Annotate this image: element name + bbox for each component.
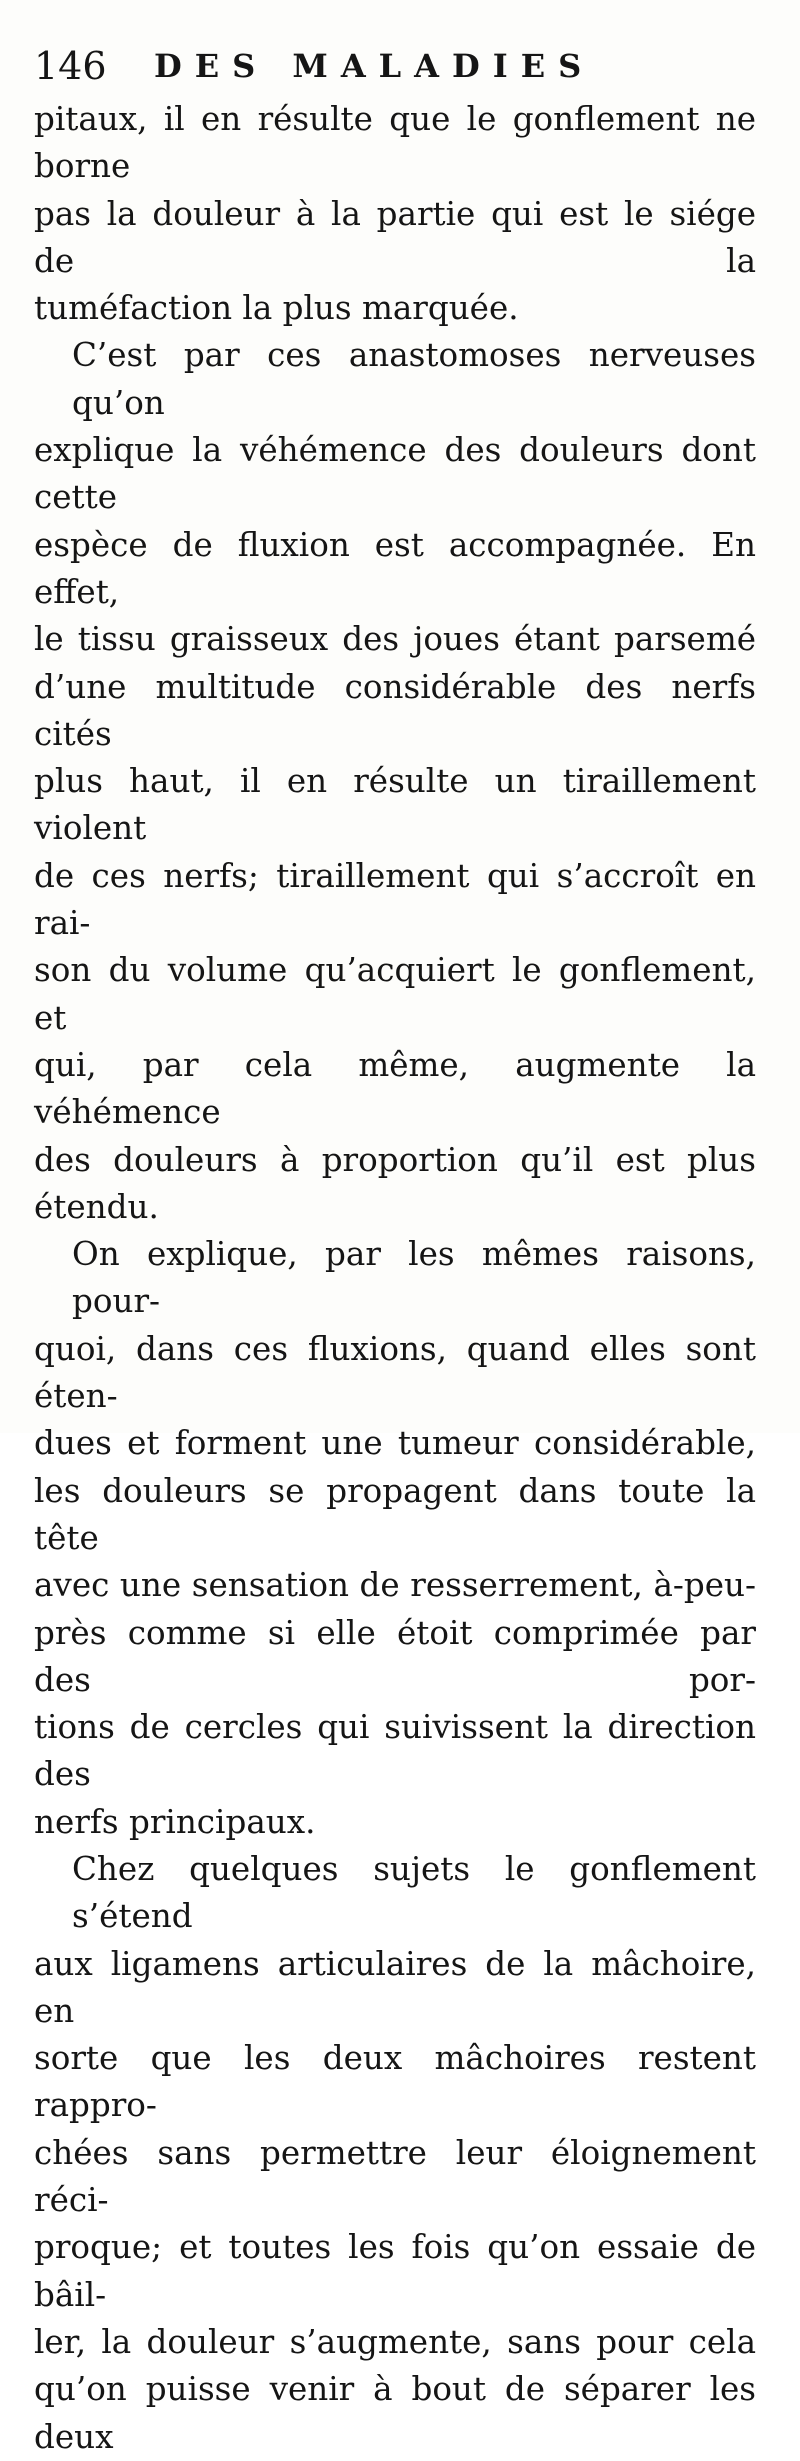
body-text — [34, 96, 756, 2461]
text-line: de ces nerfs; tiraillement qui s’accroît en rai- — [34, 856, 756, 943]
text-line: chées sans permettre leur éloignement réci- — [34, 2133, 756, 2220]
text-line: nerfs principaux. — [34, 1802, 316, 1841]
text-line: le tissu graisseux des joues étant parsemé — [34, 620, 756, 659]
running-head: DES MALADIES — [154, 47, 595, 85]
text-line: les douleurs se propagent dans toute la tête — [34, 1471, 756, 1557]
text-line: qu’on puisse venir à bout de séparer les deux — [34, 2370, 756, 2456]
text-line: d’une multitude considérable des nerfs cités — [34, 667, 756, 753]
text-line: Chez quelques sujets le gonflement s’étend — [72, 1849, 756, 1936]
text-line: pas la douleur à la partie qui est le siége de la — [34, 194, 756, 280]
text-line: explique la véhémence des douleurs dont cette — [34, 431, 756, 517]
text-line: dues et forment une tumeur considérable, — [34, 1424, 756, 1463]
text-line: près comme si elle étoit comprimée par des por- — [34, 1613, 756, 1699]
text-line: quoi, dans ces fluxions, quand elles sont éten- — [34, 1329, 756, 1416]
text-line: avec une sensation de resserrement, à-peu- — [34, 1566, 756, 1605]
page-number: 146 — [34, 44, 107, 88]
text-line: qui, par cela même, augmente la véhémence — [34, 1045, 756, 1132]
text-line: aux ligamens articulaires de la mâchoire, en — [34, 1944, 756, 2030]
text-line: espèce de fluxion est accompagnée. En effet, — [34, 525, 756, 611]
text-line: pitaux, il en résulte que le gonflement ne borne — [34, 100, 756, 186]
text-line: sorte que les deux mâchoires restent rappro- — [34, 2039, 756, 2125]
text-line: plus haut, il en résulte un tiraillement violent — [34, 762, 756, 848]
text-line: C’est par ces anastomoses nerveuses qu’on — [72, 336, 756, 422]
text-line: tuméfaction la plus marquée. — [34, 289, 519, 328]
text-line: proque; et toutes les fois qu’on essaie de bâil- — [34, 2228, 756, 2314]
text-line: son du volume qu’acquiert le gonflement, et — [34, 951, 756, 1037]
text-line: des douleurs à proportion qu’il est plus étendu. — [34, 1140, 756, 1226]
text-line: ler, la douleur s’augmente, sans pour cela — [34, 2322, 756, 2361]
text-line: On explique, par les mêmes raisons, pour- — [72, 1235, 756, 1321]
page-header — [34, 40, 764, 90]
text-line: tions de cercles qui suivissent la direction des — [34, 1708, 756, 1794]
